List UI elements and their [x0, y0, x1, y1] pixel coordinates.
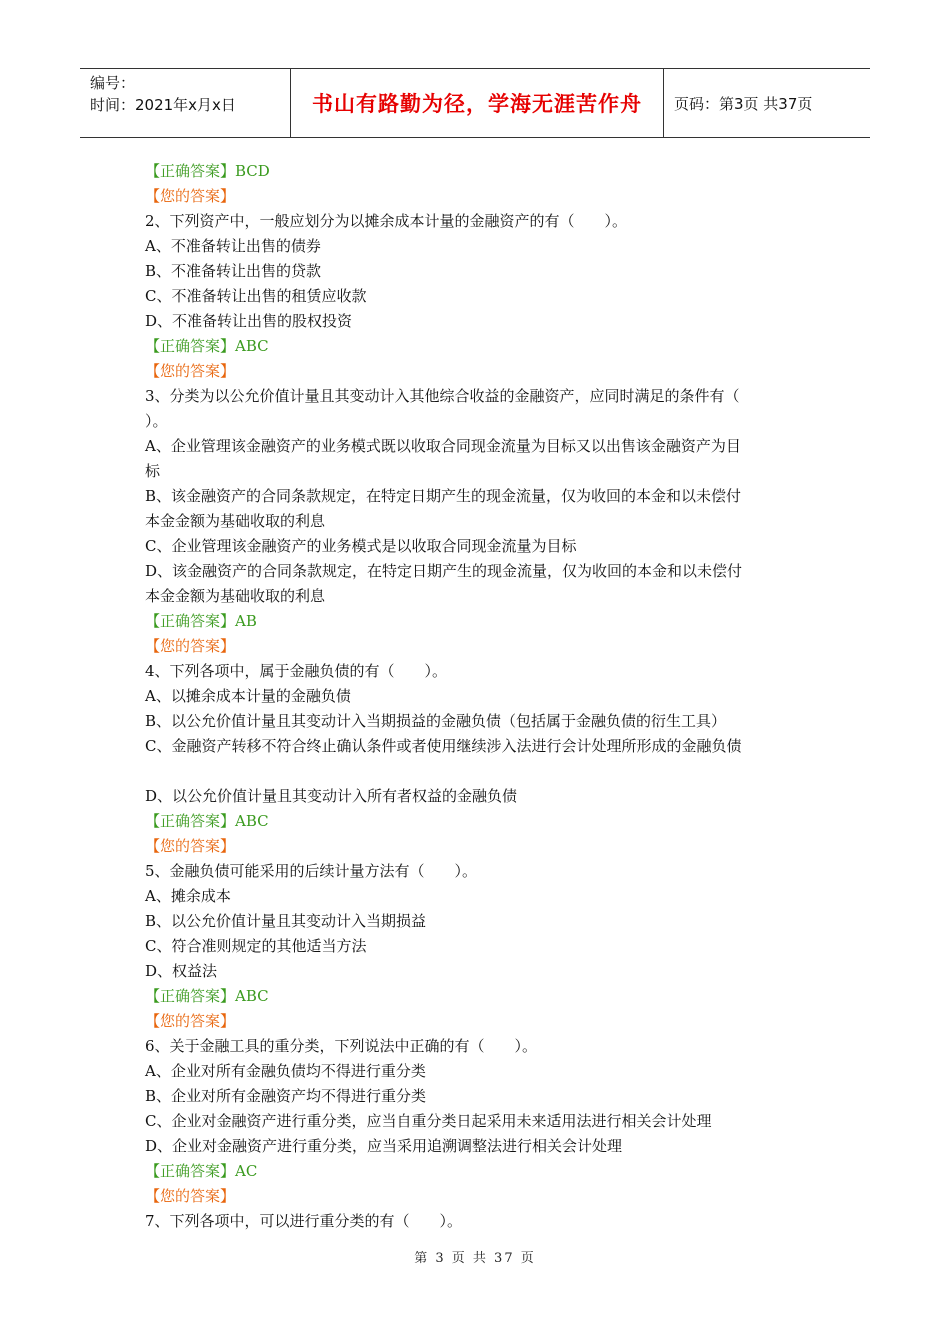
text-line: 4、下列各项中，属于金融负债的有（ ）。	[145, 662, 448, 680]
your-answer-line: 【您的答案】	[145, 187, 236, 205]
text-line: D、不准备转让出售的股权投资	[145, 312, 353, 330]
page-footer: 第 3 页 共 37 页	[414, 1251, 536, 1266]
text-line: 6、关于金融工具的重分类，下列说法中正确的有（ ）。	[145, 1037, 538, 1055]
text-line: D、该金融资产的合同条款规定，在特定日期产生的现金流量，仅为收回的本金和以未偿付	[145, 562, 743, 580]
correct-answer-line: 【正确答案】BCD	[145, 162, 270, 180]
text-line: B、以公允价值计量且其变动计入当期损益	[145, 912, 427, 930]
header-meta	[80, 69, 291, 137]
text-line: B、企业对所有金融资产均不得进行重分类	[145, 1087, 427, 1105]
time-label: 时间：2021年x月x日	[90, 96, 236, 114]
text-line: 7、下列各项中，可以进行重分类的有（ ）。	[145, 1212, 463, 1230]
text-line: 本金金额为基础收取的利息	[145, 512, 326, 530]
text-line: D、以公允价值计量且其变动计入所有者权益的金融负债	[145, 787, 518, 805]
text-line: A、以摊余成本计量的金融负债	[145, 687, 351, 705]
text-line: C、企业管理该金融资产的业务模式是以收取合同现金流量为目标	[145, 537, 577, 555]
your-answer-line: 【您的答案】	[145, 637, 236, 655]
text-line: C、金融资产转移不符合终止确认条件或者使用继续涉入法进行会计处理所形成的金融负债	[145, 737, 742, 755]
header-page-info: 页码：第3页 共37页	[674, 94, 813, 113]
your-answer-line: 【您的答案】	[145, 1012, 236, 1030]
your-answer-line: 【您的答案】	[145, 1187, 236, 1205]
text-line: B、不准备转让出售的贷款	[145, 262, 322, 280]
correct-answer-line: 【正确答案】ABC	[145, 812, 269, 830]
text-line: A、企业管理该金融资产的业务模式既以收取合同现金流量为目标又以出售该金融资产为目	[145, 437, 741, 455]
text-line: B、以公允价值计量且其变动计入当期损益的金融负债（包括属于金融负债的衍生工具）	[145, 712, 727, 730]
text-line: C、企业对金融资产进行重分类，应当自重分类日起采用未来适用法进行相关会计处理	[145, 1112, 712, 1130]
correct-answer-line: 【正确答案】AC	[145, 1162, 258, 1180]
text-line: A、不准备转让出售的债券	[145, 237, 321, 255]
text-line: 5、金融负债可能采用的后续计量方法有（ ）。	[145, 862, 478, 880]
text-line: D、权益法	[145, 962, 218, 980]
text-line: 3、分类为以公允价值计量且其变动计入其他综合收益的金融资产，应同时满足的条件有（	[145, 387, 740, 405]
text-line: 本金金额为基础收取的利息	[145, 587, 326, 605]
your-answer-line: 【您的答案】	[145, 837, 236, 855]
your-answer-line: 【您的答案】	[145, 362, 236, 380]
text-line: D、企业对金融资产进行重分类，应当采用追溯调整法进行相关会计处理	[145, 1137, 623, 1155]
text-line: A、摊余成本	[145, 887, 231, 905]
header-motto: 书山有路勤为径，学海无涯苦作舟	[291, 69, 664, 137]
page-header	[80, 68, 870, 138]
text-line: ）。	[145, 412, 168, 430]
text-line: A、企业对所有金融负债均不得进行重分类	[145, 1062, 426, 1080]
correct-answer-line: 【正确答案】ABC	[145, 337, 269, 355]
number-label: 编号：	[90, 74, 136, 92]
text-line: C、不准备转让出售的租赁应收款	[145, 287, 367, 305]
text-line: C、符合准则规定的其他适当方法	[145, 937, 367, 955]
text-line: B、该金融资产的合同条款规定，在特定日期产生的现金流量，仅为收回的本金和以未偿付	[145, 487, 742, 505]
text-line: 2、下列资产中，一般应划分为以摊余成本计量的金融资产的有（ ）。	[145, 212, 628, 230]
correct-answer-line: 【正确答案】ABC	[145, 987, 269, 1005]
text-line: 标	[145, 462, 161, 480]
blank-line	[145, 759, 815, 784]
correct-answer-line: 【正确答案】AB	[145, 612, 257, 630]
document-body	[145, 159, 815, 1234]
